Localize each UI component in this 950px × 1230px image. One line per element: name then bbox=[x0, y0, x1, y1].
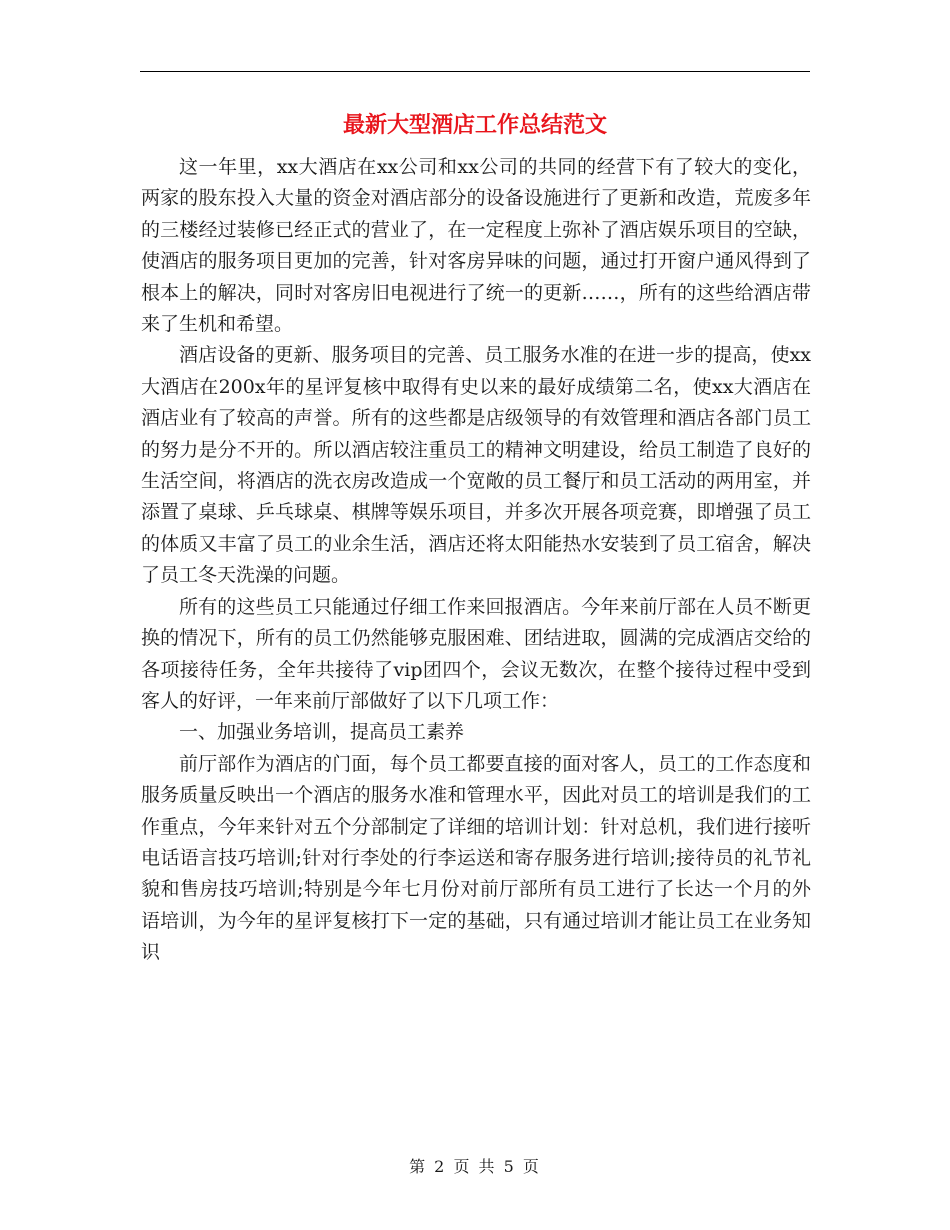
paragraph: 这一年里，xx大酒店在xx公司和xx公司的共同的经营下有了较大的变化，两家的股东投入大量的资金对酒店部分的设备设施进行了更新和改造，荒废多年的三楼经过装修已经正式的营业了，在一定程度上弥补了酒店娱乐项目的空缺，使酒店的服务项目更加的完善，针对客房异味的问题，通过打开窗户通风得到了根本上的解决，同时对客房旧电视进行了统一的更新……，所有的这些给酒店带来了生机和希望。 bbox=[141, 156, 811, 336]
paragraph: 酒店设备的更新、服务项目的完善、员工服务水准的在进一步的提高，使xx大酒店在200x年的星评复核中取得有史以来的最好成绩第二名，使xx大酒店在酒店业有了较高的声誉。所有的这些都是店级领导的有效管理和酒店各部门员工的努力是分不开的。所以酒店较注重员工的精神文明建设，给员工制造了良好的生活空间，将酒店的洗衣房改造成一个宽敞的员工餐厅和员工活动的两用室，并添置了桌球、乒乓球桌、棋牌等娱乐项目，并多次开展各项竞赛，即增强了员工的体质又丰富了员工的业余生活，酒店还将太阳能热水安装到了员工宿舍，解决了员工冬天洗澡的问题。 bbox=[141, 344, 811, 587]
document-body bbox=[141, 152, 811, 969]
document-title: 最新大型酒店工作总结范文 bbox=[342, 112, 607, 138]
header-rule bbox=[140, 71, 810, 72]
paragraph: 所有的这些员工只能通过仔细工作来回报酒店。今年来前厅部在人员不断更换的情况下，所有的员工仍然能够克服困难、团结进取，圆满的完成酒店交给的各项接待任务，全年共接待了vip团四个，会议无数次，在整个接待过程中受到客人的好评，一年来前厅部做好了以下几项工作： bbox=[141, 595, 811, 712]
section-heading: 一、加强业务培训，提高员工素养 bbox=[179, 721, 465, 744]
paragraph: 前厅部作为酒店的门面，每个员工都要直接的面对客人，员工的工作态度和服务质量反映出一个酒店的服务水准和管理水平，因此对员工的培训是我们的工作重点，今年来针对五个分部制定了详细的培训计划：针对总机，我们进行接听电话语言技巧培训;针对行李处的行李运送和寄存服务进行培训;接待员的礼节礼貌和售房技巧培训;特别是今年七月份对前厅部所有员工进行了长达一个月的外语培训，为今年的星评复核打下一定的基础，只有通过培训才能让员工在业务知识 bbox=[141, 752, 811, 964]
page-number: 第 2 页 共 5 页 bbox=[409, 1157, 541, 1176]
